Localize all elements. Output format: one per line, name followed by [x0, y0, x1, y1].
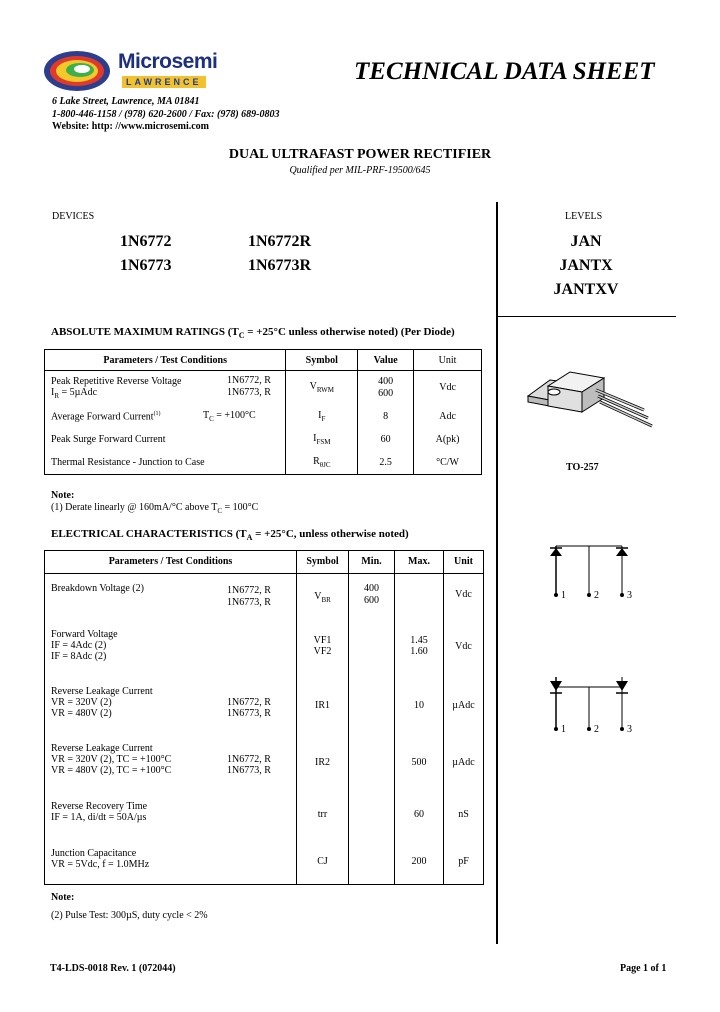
device-1n6773r: 1N6773R — [248, 257, 312, 274]
devices-label: DEVICES — [52, 211, 95, 222]
level-jantx: JANTX — [559, 257, 613, 274]
pin-label-3a: 3 — [627, 590, 632, 601]
value: 60 — [358, 429, 414, 451]
amr-header-param: Parameters / Test Conditions — [45, 350, 286, 371]
amr-header-symbol: Symbol — [286, 350, 358, 371]
package-label: TO-257 — [566, 462, 599, 473]
device-1n6772r: 1N6772R — [248, 233, 312, 250]
table-row: Peak Repetitive Reverse Voltage $I_R = 5\mu Adc$ 1N6772, R 1N6773, R $V_{RWM}$ 400 600 Vdc — [45, 371, 482, 405]
device-1n6772: 1N6772 — [120, 233, 172, 250]
unit: Adc — [439, 411, 456, 422]
symbol: V — [309, 381, 317, 393]
doc-id: T4-LDS-0018 Rev. 1 (072044) — [50, 963, 176, 974]
ec-header-symbol: Symbol — [306, 556, 339, 567]
unit: °C/W — [436, 456, 459, 468]
address: 6 Lake Street, Lawrence, MA 01841 — [52, 96, 200, 107]
amr-note: Note: (1) Derate linearly @ 160mA/°C above $T_C = 100^\circ C$ — [51, 490, 259, 515]
page-number: Page 1 of 1 — [620, 963, 667, 974]
value: 400 — [378, 375, 394, 387]
unit: Vdc — [439, 382, 456, 394]
vertical-divider — [496, 202, 498, 944]
ec-header-min: Min. — [361, 556, 382, 567]
website: Website: http: //www.microsemi.com — [52, 121, 210, 132]
ec-note: Note: (2) Pulse Test: 300µS, duty cycle < 2% — [51, 892, 208, 921]
symbol: I — [318, 410, 322, 421]
device-1n6773: 1N6773 — [120, 257, 172, 274]
ec-header-max: Max. — [408, 556, 430, 567]
ec-table: Parameters / Test Conditions Symbol Min. Max. Unit Breakdown Voltage (2) 1N6772, R 1N6773, R $V_{BR}$ 400 600 Vdc Forward Voltage IF = 4Adc (2) IF = 8Adc (2) VF1 VF2 1.45 1.60 Vdc Reverse Leakage Current VR = 320V (2) VR = 480V (2) 1N6772, R 1N6773, R IR1 10 µAdc Reverse Leakage Current VR = 320V (2), TC = +100°C VR = 480V (2), TC = +100°C 1N6772, R 1N6773, R IR2 500 µAdc Reverse Recovery Time IF = 1A, di/dt = 50A/µs trr 60 nS Junction Capacitance VR = 5Vdc, f = 1.0MHz CJ 200 pF — [44, 550, 484, 885]
horizontal-divider — [496, 316, 676, 317]
value: 2.5 — [358, 451, 414, 475]
phone: 1-800-446-1158 / (978) 620-2600 / Fax: (978) 689-0803 — [52, 109, 280, 120]
ec-header-param: Parameters / Test Conditions — [108, 556, 233, 567]
param-text: $I_R = 5\mu Adc$ — [51, 386, 98, 400]
value: 8 — [358, 405, 414, 429]
pin-label-2a: 2 — [594, 590, 599, 601]
symbol: R — [313, 455, 320, 467]
table-row: Average Forward Current$^{(1)}$ $T_C = +100^\circ C$ $I_F$ 8 Adc — [45, 405, 482, 429]
ec-header-unit: Unit — [454, 556, 473, 567]
param-text: Peak Repetitive Reverse Voltage — [51, 375, 182, 387]
amr-table — [44, 349, 482, 475]
param-text: Average Forward Current — [51, 411, 154, 423]
doc-title: TECHNICAL DATA SHEET — [354, 58, 655, 85]
device-cond: 1N6772, R — [227, 375, 271, 386]
ec-heading: ELECTRICAL CHARACTERISTICS ($T_A = +25^\circ C$, unless otherwise noted) — [51, 528, 409, 543]
param-text: Peak Surge Forward Current — [45, 429, 286, 451]
amr-header-value: Value — [358, 350, 414, 371]
value: 600 — [378, 387, 394, 399]
brand-name: Microsemi — [118, 50, 218, 73]
product-qualified: Qualified per MIL-PRF-19500/645 — [289, 165, 431, 176]
amr-header-unit: Unit — [438, 354, 457, 366]
company-logo — [42, 48, 242, 96]
brand-sub: LAWRENCE — [122, 76, 206, 88]
device-cond: 1N6773, R — [227, 387, 271, 398]
levels-label: LEVELS — [565, 211, 603, 222]
level-jantxv: JANTXV — [553, 281, 619, 298]
microsemi-swirl-icon — [42, 48, 112, 94]
product-title: DUAL ULTRAFAST POWER RECTIFIER — [228, 147, 492, 162]
pin-label-1a: 1 — [561, 590, 566, 601]
pin-label-1b: 1 — [561, 724, 566, 735]
symbol: I — [313, 433, 317, 444]
table-row: Thermal Resistance - Junction to Case $R_{\theta JC}$ 2.5 °C/W — [45, 451, 482, 475]
level-jan: JAN — [570, 233, 602, 250]
amr-heading: ABSOLUTE MAXIMUM RATINGS ($T_C = +25^\circ C$ unless otherwise noted) (Per Diode) — [51, 326, 455, 341]
pin-label-2b: 2 — [594, 724, 599, 735]
param-text: Thermal Resistance - Junction to Case — [45, 451, 286, 475]
table-row: Peak Surge Forward Current $I_{FSM}$ 60 A(pk) — [45, 429, 482, 451]
pin-label-3b: 3 — [627, 724, 632, 735]
unit: A(pk) — [435, 434, 460, 445]
to257-package-icon — [526, 366, 676, 430]
